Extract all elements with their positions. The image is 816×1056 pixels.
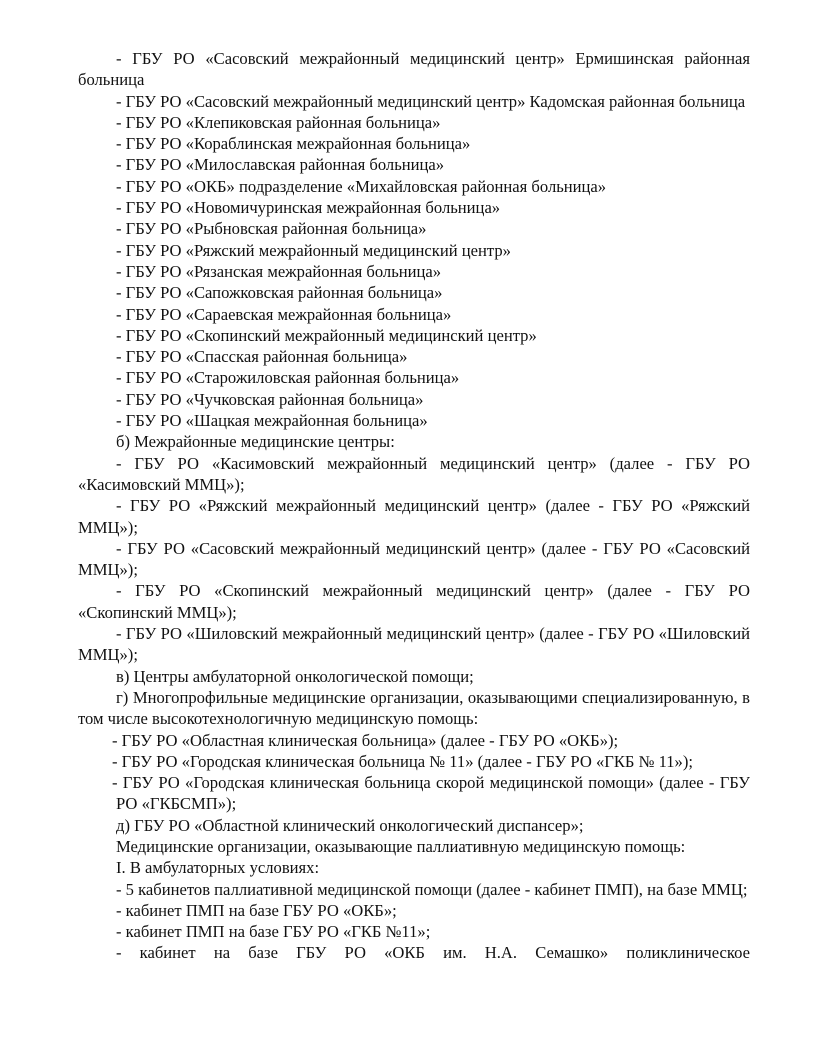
list-item: - ГБУ РО «Новомичуринская межрайонная больница»	[116, 198, 501, 218]
subheading: I. В амбулаторных условиях:	[116, 858, 320, 878]
list-item: - кабинет на базе ГБУ РО «ОКБ им. Н.А. Семашко» поликлиническое	[116, 943, 750, 963]
list-item: - ГБУ РО «Шиловский межрайонный медицинский центр» (далее - ГБУ РО «Шиловский ММЦ»);	[78, 624, 750, 665]
list-item: - ГБУ РО «Сасовский межрайонный медицинский центр» Кадомская районная больница	[116, 91, 746, 111]
list-item: - ГБУ РО «Рыбновская районная больница»	[116, 219, 427, 239]
section-heading-b: б) Межрайонные медицинские центры:	[116, 432, 395, 452]
list-item: - ГБУ РО «Сасовский межрайонный медицинский центр» Ермишинская районная больница	[78, 49, 750, 90]
list-item: - ГБУ РО «Ряжский межрайонный медицинский центр»	[116, 240, 511, 260]
list-item: - ГБУ РО «Скопинский межрайонный медицинский центр» (далее - ГБУ РО «Скопинский ММЦ»);	[78, 581, 750, 622]
list-item: - ГБУ РО «Сараевская межрайонная больница»	[116, 304, 452, 324]
list-item: - ГБУ РО «Сапожковская районная больница»	[116, 283, 443, 303]
list-item: - ГБУ РО «Клепиковская районная больница»	[116, 112, 441, 132]
list-item: - ГБУ РО «Скопинский межрайонный медицинский центр»	[116, 325, 537, 345]
list-item: - ГБУ РО «Ряжский межрайонный медицинский центр» (далее - ГБУ РО «Ряжский ММЦ»);	[78, 496, 750, 537]
list-item: - ГБУ РО «Милославская районная больница»	[116, 155, 445, 175]
list-item: - ГБУ РО «Спасская районная больница»	[116, 347, 408, 367]
list-item: - ГБУ РО «Кораблинская межрайонная больница»	[116, 134, 471, 154]
section-heading-d: г) Многопрофильные медицинские организации, оказывающими специализированную, в том числе высокотехнологичную медицинскую помощь:	[78, 687, 750, 729]
list-item: - кабинет ПМП на базе ГБУ РО «ГКБ №11»;	[116, 922, 431, 942]
section-heading-e: д) ГБУ РО «Областной клинический онкологический диспансер»;	[116, 815, 584, 835]
section-heading-c: в) Центры амбулаторной онкологической помощи;	[116, 666, 474, 686]
list-item: - ГБУ РО «Городская клиническая больница скорой медицинской помощи» (далее - ГБУ РО «ГКБСМП»);	[112, 773, 750, 814]
list-item: - ГБУ РО «Чучковская районная больница»	[116, 389, 424, 409]
list-item: - ГБУ РО «Сасовский межрайонный медицинский центр» (далее - ГБУ РО «Сасовский ММЦ»);	[78, 538, 750, 580]
list-item: - ГБУ РО «Старожиловская районная больница»	[116, 368, 460, 388]
list-item: - ГБУ РО «Шацкая межрайонная больница»	[116, 411, 428, 431]
list-item: - ГБУ РО «Касимовский межрайонный медицинский центр» (далее - ГБУ РО «Касимовский ММЦ»);	[78, 453, 750, 494]
list-item: - ГБУ РО «Областная клиническая больница» (далее - ГБУ РО «ОКБ»);	[112, 730, 619, 750]
list-item: - кабинет ПМП на базе ГБУ РО «ОКБ»;	[116, 900, 397, 920]
list-item: - ГБУ РО «Городская клиническая больница № 11» (далее - ГБУ РО «ГКБ № 11»);	[112, 751, 693, 771]
list-item: - ГБУ РО «Рязанская межрайонная больница»	[116, 261, 442, 281]
paragraph: Медицинские организации, оказывающие паллиативную медицинскую помощь:	[116, 836, 686, 856]
list-item: - 5 кабинетов паллиативной медицинской помощи (далее - кабинет ПМП), на базе ММЦ;	[116, 879, 748, 899]
list-item: - ГБУ РО «ОКБ» подразделение «Михайловская районная больница»	[116, 176, 607, 196]
